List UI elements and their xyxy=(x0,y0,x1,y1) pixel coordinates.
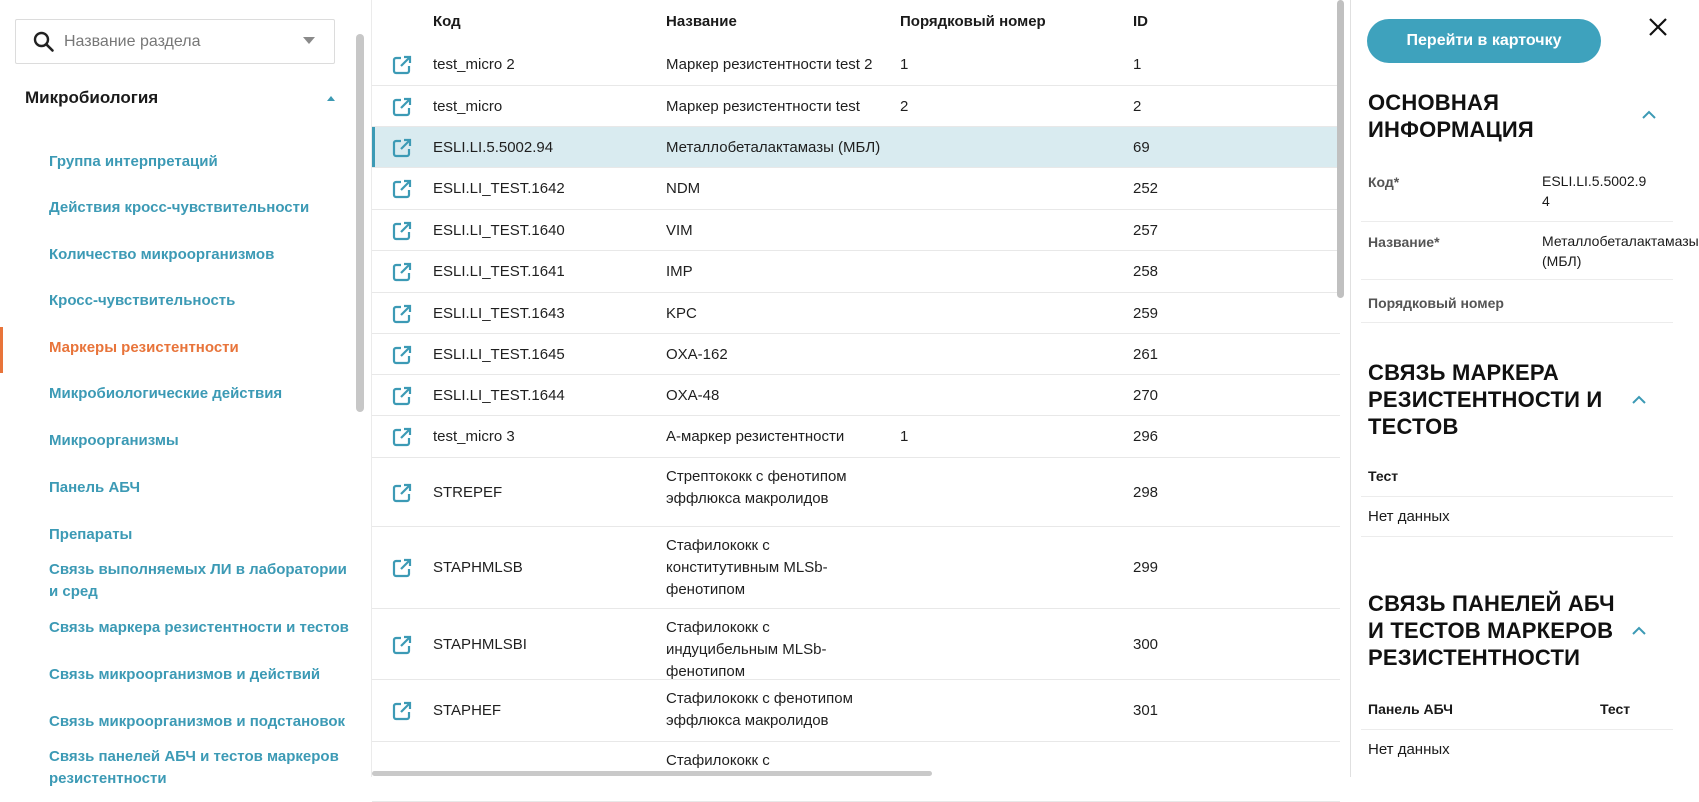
cell-code: ESLI.LI_TEST.1644 xyxy=(433,386,565,404)
column-header-code[interactable]: Код xyxy=(433,13,461,30)
sidebar-item-microbiological-actions[interactable]: Микробиологические действия xyxy=(49,385,283,402)
table-row[interactable] xyxy=(372,210,1340,251)
table-row[interactable] xyxy=(372,44,1340,86)
table-row[interactable] xyxy=(372,375,1340,416)
sidebar xyxy=(0,0,372,787)
open-external-icon[interactable] xyxy=(391,303,413,325)
column-header-order[interactable]: Порядковый номер xyxy=(900,13,1046,30)
cell-name: Стафилококк с конститутивным MLSb-фенотипом xyxy=(666,537,828,598)
cell-code: STAPHEF xyxy=(433,702,502,719)
active-item-marker xyxy=(0,327,3,373)
cell-name: Стафилококк с индуцибельным MLSb-фенотипом xyxy=(666,619,827,680)
table-row[interactable] xyxy=(372,609,1340,680)
cell-code: test_micro 3 xyxy=(433,428,515,445)
table-row[interactable] xyxy=(372,334,1340,375)
divider xyxy=(1361,729,1673,730)
cell-order: 2 xyxy=(900,97,909,115)
cell-code: ESLI.LI.5.5002.94 xyxy=(433,138,554,156)
open-external-icon[interactable] xyxy=(391,137,413,159)
sidebar-item-cross-sensitivity-actions[interactable]: Действия кросс-чувствительности xyxy=(49,199,310,216)
cell-code: test_micro xyxy=(433,97,503,115)
dropdown-caret-icon[interactable] xyxy=(303,37,315,44)
section-search[interactable] xyxy=(15,19,335,64)
open-external-icon[interactable] xyxy=(391,426,413,448)
table-header xyxy=(372,0,1340,44)
code-label: Код* xyxy=(1368,174,1400,190)
sidebar-item-abch-panel[interactable]: Панель АБЧ xyxy=(49,479,141,496)
cell-name: OXA-162 xyxy=(666,345,728,363)
cell-id: 261 xyxy=(1133,345,1159,363)
column-header-name[interactable]: Название xyxy=(666,13,737,30)
cell-name: KPC xyxy=(666,304,697,322)
cell-id: 299 xyxy=(1133,559,1159,576)
table-row[interactable] xyxy=(372,527,1340,609)
table-row[interactable] xyxy=(372,458,1340,527)
divider xyxy=(1361,496,1673,497)
table-row[interactable] xyxy=(372,680,1340,742)
open-external-icon[interactable] xyxy=(391,482,413,504)
no-data-text: Нет данных xyxy=(1368,508,1450,525)
cell-code: ESLI.LI_TEST.1642 xyxy=(433,180,565,197)
search-icon xyxy=(33,31,55,53)
sidebar-scrollbar[interactable] xyxy=(356,34,364,412)
cell-id: 2 xyxy=(1133,97,1142,115)
open-external-icon[interactable] xyxy=(391,261,413,283)
cell-name: Маркер резистентности test 2 xyxy=(666,56,873,73)
cell-id: 298 xyxy=(1133,483,1159,501)
column-header-id[interactable]: ID xyxy=(1133,13,1148,30)
cell-code: ESLI.LI_TEST.1640 xyxy=(433,221,565,239)
sidebar-item-microorganism-substitutions-link[interactable]: Связь микроорганизмов и подстановок xyxy=(49,713,346,730)
table-row[interactable] xyxy=(372,293,1340,334)
cell-id: 296 xyxy=(1133,428,1159,445)
goto-card-button[interactable]: Перейти в карточку xyxy=(1367,19,1601,63)
test-column-label: Тест xyxy=(1368,468,1399,484)
cell-code: ESLI.LI_TEST.1641 xyxy=(433,263,565,280)
chevron-up-icon[interactable] xyxy=(1631,626,1647,636)
cell-name: Стафилококк с xyxy=(666,752,770,769)
open-external-icon[interactable] xyxy=(391,634,413,656)
panel-marker-tests-heading: СВЯЗЬ ПАНЕЛЕЙ АБЧ И ТЕСТОВ МАРКЕРОВ РЕЗИСТЕНТНОСТИ xyxy=(1368,591,1615,670)
divider xyxy=(1361,536,1673,537)
cell-id: 300 xyxy=(1133,635,1159,653)
cell-name: VIM xyxy=(666,221,693,239)
open-external-icon[interactable] xyxy=(391,96,413,118)
table-row[interactable] xyxy=(372,416,1340,458)
cell-id: 259 xyxy=(1133,304,1159,322)
cell-id: 1 xyxy=(1133,56,1142,73)
cell-name: А-маркер резистентности xyxy=(666,428,845,445)
section-microbiology[interactable] xyxy=(25,85,345,111)
code-value: ESLI.LI.5.5002.94 xyxy=(1542,173,1647,209)
no-data-text: Нет данных xyxy=(1368,741,1450,758)
open-external-icon[interactable] xyxy=(391,178,413,200)
section-title: Микробиология xyxy=(25,88,159,107)
cell-order: 1 xyxy=(900,428,909,445)
open-external-icon[interactable] xyxy=(391,557,413,579)
cell-name: Металлобеталактамазы (МБЛ) xyxy=(666,138,881,156)
open-external-icon[interactable] xyxy=(391,344,413,366)
sidebar-item-cross-sensitivity[interactable]: Кросс-чувствительность xyxy=(49,292,236,309)
sidebar-item-microorganisms[interactable]: Микроорганизмы xyxy=(49,432,179,449)
sidebar-item-interpretation-group[interactable]: Группа интерпретаций xyxy=(49,153,218,170)
chevron-up-icon[interactable] xyxy=(1641,110,1657,120)
sidebar-item-microorganism-actions-link[interactable]: Связь микроорганизмов и действий xyxy=(49,666,321,683)
cell-id: 270 xyxy=(1133,386,1159,404)
order-label: Порядковый номер xyxy=(1368,295,1504,311)
main-info-heading: ОСНОВНАЯ ИНФОРМАЦИЯ xyxy=(1368,90,1534,142)
chevron-up-icon[interactable] xyxy=(1631,395,1647,405)
sidebar-item-resistance-markers[interactable]: Маркеры резистентности xyxy=(49,339,239,356)
markers-table xyxy=(372,0,1350,777)
close-icon[interactable] xyxy=(1645,14,1671,40)
table-row[interactable] xyxy=(372,86,1340,127)
test-column-label: Тест xyxy=(1600,701,1631,717)
cell-id: 301 xyxy=(1133,702,1159,719)
panel-column-label: Панель АБЧ xyxy=(1368,701,1453,717)
cell-id: 258 xyxy=(1133,263,1159,280)
detail-panel xyxy=(1350,0,1699,777)
cell-name: Стрептококк с фенотипом эффлюкса макролидов xyxy=(666,468,847,507)
divider xyxy=(1361,279,1673,280)
sidebar-item-marker-tests-link[interactable]: Связь маркера резистентности и тестов xyxy=(49,619,349,636)
cell-order: 1 xyxy=(900,56,909,73)
table-horizontal-scrollbar[interactable] xyxy=(372,771,932,776)
cell-code: STAPHMLSBI xyxy=(433,635,527,653)
cell-code: STAPHMLSB xyxy=(433,559,523,576)
cell-id: 252 xyxy=(1133,180,1159,197)
section-search-input[interactable] xyxy=(64,30,294,54)
cell-name: Маркер резистентности test xyxy=(666,97,860,115)
cell-code: test_micro 2 xyxy=(433,56,515,73)
caret-up-icon[interactable] xyxy=(327,96,335,101)
cell-name: NDM xyxy=(666,180,701,197)
sidebar-item-microorganism-count[interactable]: Количество микроорганизмов xyxy=(49,246,275,263)
selected-row-marker xyxy=(372,127,375,167)
table-row[interactable] xyxy=(372,127,1340,168)
sidebar-item-lab-tests-media-link[interactable]: Связь выполняемых ЛИ в лаборатории и сред xyxy=(49,561,347,600)
sidebar-item-panel-marker-tests-link[interactable]: Связь панелей АБЧ и тестов маркеров резистентности xyxy=(49,748,339,787)
cell-name: IMP xyxy=(666,263,693,280)
sidebar-item-drugs[interactable]: Препараты xyxy=(49,526,133,543)
cell-code: STREPEF xyxy=(433,483,503,501)
cell-id: 69 xyxy=(1133,138,1150,156)
marker-tests-heading: СВЯЗЬ МАРКЕРА РЕЗИСТЕНТНОСТИ И ТЕСТОВ xyxy=(1368,360,1603,439)
cell-code: ESLI.LI_TEST.1643 xyxy=(433,304,565,322)
open-external-icon[interactable] xyxy=(391,700,413,722)
table-row[interactable] xyxy=(372,168,1340,210)
name-label: Название* xyxy=(1368,234,1440,250)
cell-code: ESLI.LI_TEST.1645 xyxy=(433,345,565,363)
name-value: Металлобеталактамазы (МБЛ) xyxy=(1542,233,1699,269)
cell-id: 257 xyxy=(1133,221,1159,239)
table-row[interactable] xyxy=(372,251,1340,293)
table-scrollbar[interactable] xyxy=(1337,0,1344,298)
open-external-icon[interactable] xyxy=(391,54,413,76)
open-external-icon[interactable] xyxy=(391,220,413,242)
cell-name: Стафилококк с фенотипом эффлюкса макролидов xyxy=(666,690,853,729)
divider xyxy=(1361,221,1673,222)
cell-name: OXA-48 xyxy=(666,386,720,404)
divider xyxy=(1361,322,1673,323)
open-external-icon[interactable] xyxy=(391,385,413,407)
